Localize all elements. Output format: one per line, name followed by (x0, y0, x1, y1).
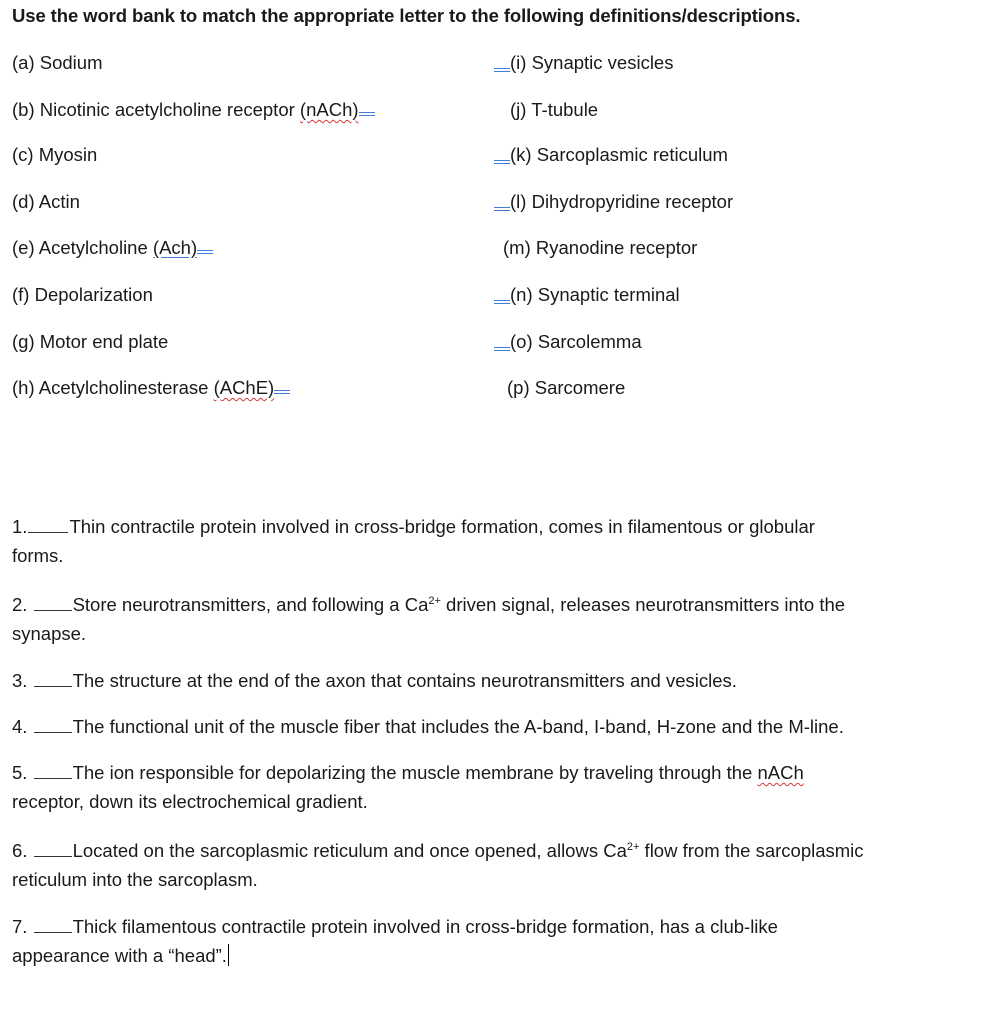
word-bank-item-f (12, 283, 153, 307)
question-number: 5. (12, 762, 28, 783)
answer-blank[interactable] (28, 531, 68, 533)
question-number: 6. (12, 840, 28, 861)
question-text-cont: synapse. (12, 623, 87, 644)
word-bank-term: Dihydropyridine receptor (531, 191, 734, 212)
answer-blank[interactable] (34, 931, 72, 933)
word-bank-term: Sarcoplasmic reticulum (536, 144, 728, 165)
answer-blank[interactable] (34, 685, 72, 687)
word-bank-term: Myosin (38, 144, 98, 165)
question-text: driven signal, releases neurotransmitters into the (440, 594, 846, 615)
question-abbr: nACh (757, 762, 804, 783)
word-bank-item-o (494, 330, 642, 354)
word-bank-item-d (12, 190, 80, 214)
word-bank-letter: (e) (12, 237, 35, 258)
word-bank-letter: (j) (510, 99, 527, 120)
word-bank-letter: (l) (510, 191, 527, 212)
text-cursor (228, 944, 230, 966)
answer-blank (197, 250, 213, 254)
question-text-cont: receptor, down its electrochemical gradient. (12, 791, 368, 812)
question-text: The structure at the end of the axon that contains neurotransmitters and vesicles. (72, 670, 737, 691)
word-bank-term: Synaptic terminal (537, 284, 680, 305)
question-number: 3. (12, 670, 28, 691)
word-bank-term: Motor end plate (39, 331, 169, 352)
answer-blank (494, 338, 510, 348)
word-bank-term: Depolarization (34, 284, 153, 305)
word-bank-letter: (f) (12, 284, 30, 305)
question-7 (12, 912, 974, 970)
word-bank-abbr: (Ach) (152, 237, 198, 258)
word-bank-item-p (507, 376, 625, 400)
question-5 (12, 758, 974, 816)
answer-blank (494, 151, 510, 161)
word-bank-term: Ryanodine receptor (535, 237, 698, 258)
word-bank-letter: (h) (12, 377, 35, 398)
question-2 (12, 590, 974, 648)
answer-blank[interactable] (34, 609, 72, 611)
word-bank-letter: (d) (12, 191, 35, 212)
word-bank-item-n (494, 283, 680, 307)
superscript: 2+ (626, 840, 640, 853)
question-text: flow from the sarcoplasmic (639, 840, 864, 861)
word-bank-term: Actin (38, 191, 80, 212)
word-bank-term: Synaptic vesicles (531, 52, 674, 73)
word-bank-item-j (510, 98, 598, 122)
question-1 (12, 512, 974, 570)
word-bank-term: T-tubule (531, 99, 599, 120)
answer-blank[interactable] (34, 777, 72, 779)
question-text-cont: forms. (12, 545, 64, 566)
question-text-cont: appearance with a “head”. (12, 945, 227, 966)
word-bank-term: Acetylcholine (38, 237, 148, 258)
question-text: Located on the sarcoplasmic reticulum and once opened, allows Ca (72, 840, 627, 861)
question-text: The functional unit of the muscle fiber that includes the A-band, I-band, H-zone and the M-line. (72, 716, 844, 737)
word-bank-term: Acetylcholinesterase (38, 377, 209, 398)
word-bank-item-i (494, 51, 673, 75)
question-3 (12, 666, 974, 695)
answer-blank (359, 112, 375, 116)
word-bank-item-e (12, 236, 213, 260)
word-bank-letter: (g) (12, 331, 35, 352)
answer-blank (274, 390, 290, 394)
word-bank-letter: (k) (510, 144, 532, 165)
word-bank-letter: (i) (510, 52, 527, 73)
question-text-cont: reticulum into the sarcoplasm. (12, 869, 258, 890)
word-bank-item-c (12, 143, 97, 167)
answer-blank (494, 59, 510, 69)
word-bank-item-b (12, 98, 375, 122)
word-bank-term: Sarcolemma (537, 331, 642, 352)
word-bank-term: Sodium (39, 52, 103, 73)
question-4 (12, 712, 974, 741)
word-bank-item-m (503, 236, 697, 260)
word-bank-letter: (p) (507, 377, 530, 398)
answer-blank (494, 291, 510, 301)
word-bank-letter: (c) (12, 144, 34, 165)
answer-blank[interactable] (34, 731, 72, 733)
question-text: Store neurotransmitters, and following a Ca (72, 594, 429, 615)
word-bank-item-g (12, 330, 168, 354)
question-number: 7. (12, 916, 28, 937)
superscript: 2+ (428, 594, 441, 607)
question-text: Thin contractile protein involved in cross-bridge formation, comes in filamentous or globular (69, 516, 815, 537)
word-bank-letter: (n) (510, 284, 533, 305)
word-bank-item-l (494, 190, 733, 214)
question-number: 4. (12, 716, 28, 737)
question-number: 2. (12, 594, 28, 615)
question-number: 1. (12, 516, 28, 537)
word-bank-item-a (12, 51, 103, 75)
question-text: The ion responsible for depolarizing the muscle membrane by traveling through the (72, 762, 758, 783)
word-bank-letter: (m) (503, 237, 531, 258)
word-bank-item-k (494, 143, 728, 167)
word-bank-abbr: (AChE) (213, 377, 275, 398)
question-text: Thick filamentous contractile protein involved in cross-bridge formation, has a club-like (72, 916, 778, 937)
word-bank-term: Nicotinic acetylcholine receptor (39, 99, 295, 120)
word-bank-letter: (o) (510, 331, 533, 352)
question-6 (12, 836, 974, 894)
word-bank-term: Sarcomere (534, 377, 626, 398)
answer-blank (494, 198, 510, 208)
word-bank-abbr: (nACh) (299, 99, 359, 120)
answer-blank[interactable] (34, 855, 72, 857)
word-bank-letter: (b) (12, 99, 35, 120)
instructions-heading: Use the word bank to match the appropriate letter to the following definitions/descriptions. (12, 5, 801, 26)
word-bank-item-h (12, 376, 290, 400)
word-bank-letter: (a) (12, 52, 35, 73)
